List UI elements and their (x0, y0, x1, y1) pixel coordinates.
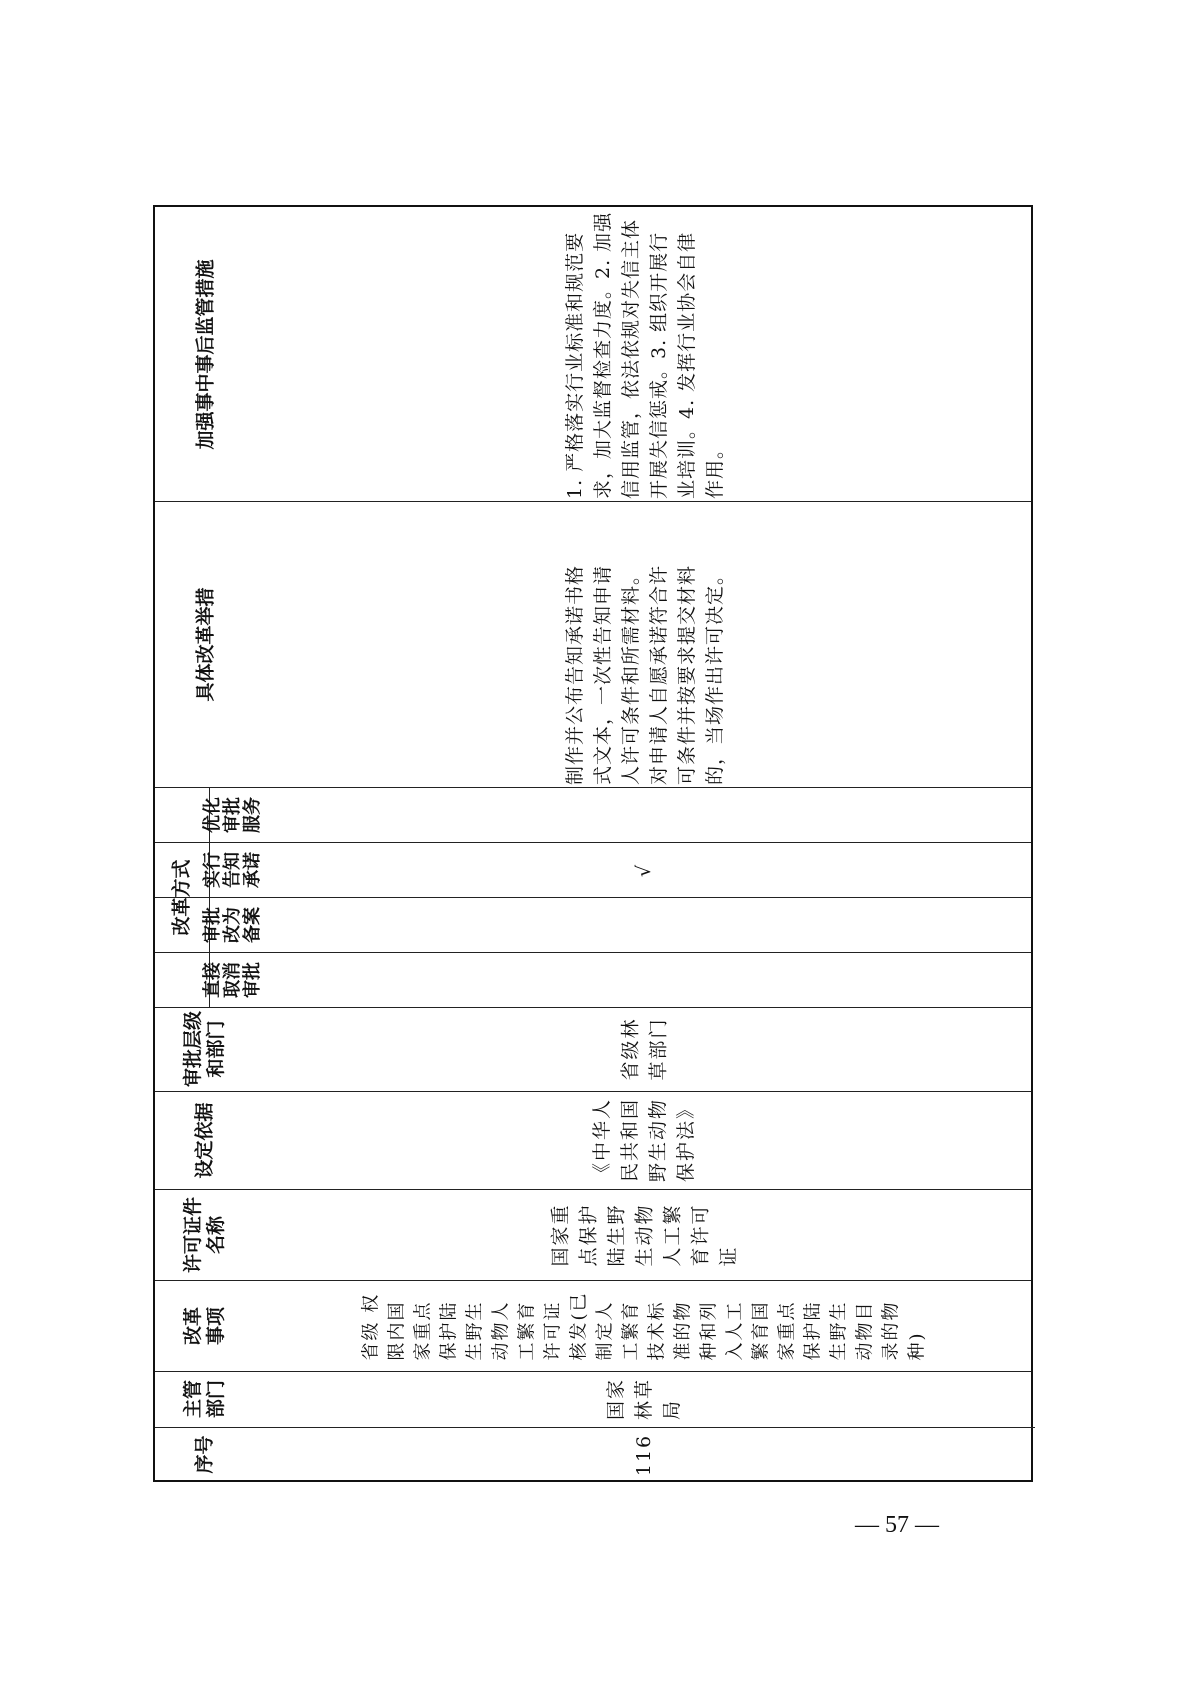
cell-level: 省级林 草部门 (619, 1017, 670, 1081)
header-dept: 主管 部门 (182, 1379, 228, 1419)
header-reform-group: 改革方式 (170, 858, 193, 936)
header-reform-notify: 实行 告知 承诺 (201, 851, 263, 888)
page-number: — 57 — (855, 1512, 939, 1538)
header-item: 改革 事项 (182, 1306, 228, 1345)
cell-basis: 《中华人 民共和国 野生动物 保护法》 (591, 1097, 698, 1183)
cell-reform-cancel (256, 952, 1033, 1007)
header-reform-optimize: 优化 审批 服务 (201, 796, 263, 833)
header-basis: 设定依据 (193, 1101, 216, 1179)
cell-measures: 制作并公布告知承诺书格 式文本，一次性告知申请 人许可条件和所需材料。 对申请人自愿承诺符合许 可条件并按要求提交材料 的，当场作出许可决定。 (563, 564, 726, 785)
cell-license: 国家重 点保护 陆生野 生动物 人工繁 育许可 证 (549, 1202, 740, 1267)
header-measures: 具体改革举措 (194, 586, 217, 702)
header-license: 许可证件 名称 (182, 1196, 228, 1273)
checkmark-icon: √ (633, 862, 656, 877)
header-level: 审批层级 和部门 (182, 1010, 228, 1088)
cell-reform-filing (256, 897, 1033, 952)
cell-dept: 国家 林草 局 (605, 1377, 684, 1421)
header-supervision: 加强事中事后监管措施 (194, 258, 217, 450)
cell-reform-optimize (256, 787, 1033, 842)
reform-table (153, 205, 1033, 1482)
cell-item: 省级 权 限内国 家重点 保护陆 生野生 动物人 工繁育 许可证 核发(已 制定人 工繁育 技术标 准的物 种和列 入人工 繁育国 家重点 保护陆 生野生 动物目 录的物 种) (360, 1290, 928, 1361)
cell-supervision: 1. 严格落实行业标准和规范要 求，加大监督检查力度。2. 加强 信用监管，依法依规对失信主体 开展失信惩戒。3. 组织开展行 业培训。4. 发挥行业协会自律 作用。 (563, 211, 726, 499)
header-reform-cancel: 直接 取消 审批 (201, 961, 263, 998)
header-reform-filing: 审批 改为 备案 (201, 906, 263, 943)
cell-seq: 116 (633, 1433, 656, 1476)
cell-reform-notify (256, 842, 1033, 897)
header-seq: 序号 (193, 1435, 216, 1474)
